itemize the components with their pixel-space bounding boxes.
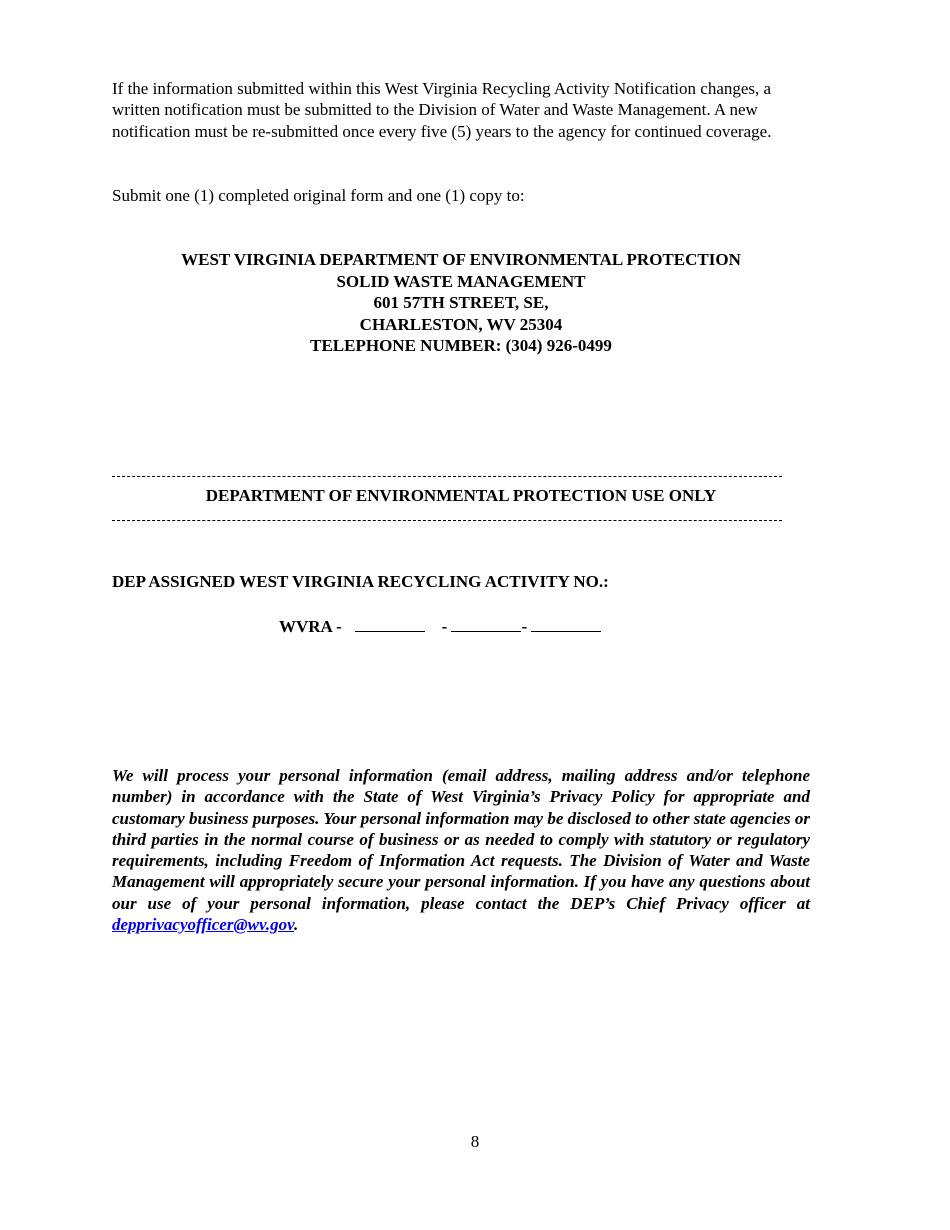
wvra-number-row xyxy=(279,616,679,637)
dep-use-only-heading: DEPARTMENT OF ENVIRONMENTAL PROTECTION USE ONLY xyxy=(205,486,717,505)
privacy-text: We will process your personal information (email address, mailing address and/or telephone number) in accordance with the State of West Virginia’s Privacy Policy for appropriate and customary business purposes. Your personal information may be disclosed to other state agencies or third parties in the normal course of business or as needed to comply with statutory or regulatory requirements, including Freedom of Information Act requests. The Division of Water and Waste Management will appropriately secure your personal information. If you have any questions about our use of your personal information, please contact the DEP’s Chief Privacy officer at xyxy=(112,766,810,913)
dashed-divider-bottom xyxy=(112,520,782,521)
address-line: CHARLESTON, WV 25304 xyxy=(359,314,563,334)
address-line: TELEPHONE NUMBER: (304) 926-0499 xyxy=(310,336,612,356)
privacy-notice xyxy=(112,765,810,935)
notification-paragraph: If the information submitted within this West Virginia Recycling Activity Notification changes, a written notification must be submitted to the Division of Water and Waste Management. A new notification must be re-submitted once every five (5) years to the agency for continued coverage. xyxy=(112,79,772,141)
address-line: SOLID WASTE MANAGEMENT xyxy=(336,271,586,291)
wvra-separator: - xyxy=(441,617,448,636)
dashed-divider-top xyxy=(112,476,782,477)
mailing-address xyxy=(112,249,810,357)
assigned-number-label: DEP ASSIGNED WEST VIRGINIA RECYCLING ACTIVITY NO.: xyxy=(112,572,609,591)
address-line: 601 57TH STREET, SE, xyxy=(373,293,549,313)
page-number: 8 xyxy=(470,1132,480,1151)
address-line: WEST VIRGINIA DEPARTMENT OF ENVIRONMENTAL PROTECTION xyxy=(181,250,741,269)
wvra-field-1[interactable] xyxy=(355,616,425,632)
submit-instruction: Submit one (1) completed original form and one (1) copy to: xyxy=(112,186,525,205)
wvra-field-2[interactable] xyxy=(451,616,521,632)
wvra-prefix: WVRA - xyxy=(279,617,342,636)
wvra-field-3[interactable] xyxy=(531,616,601,632)
privacy-end: . xyxy=(294,915,299,935)
privacy-email-link[interactable]: depprivacyofficer@wv.gov xyxy=(112,915,295,935)
wvra-separator: - xyxy=(521,617,528,636)
